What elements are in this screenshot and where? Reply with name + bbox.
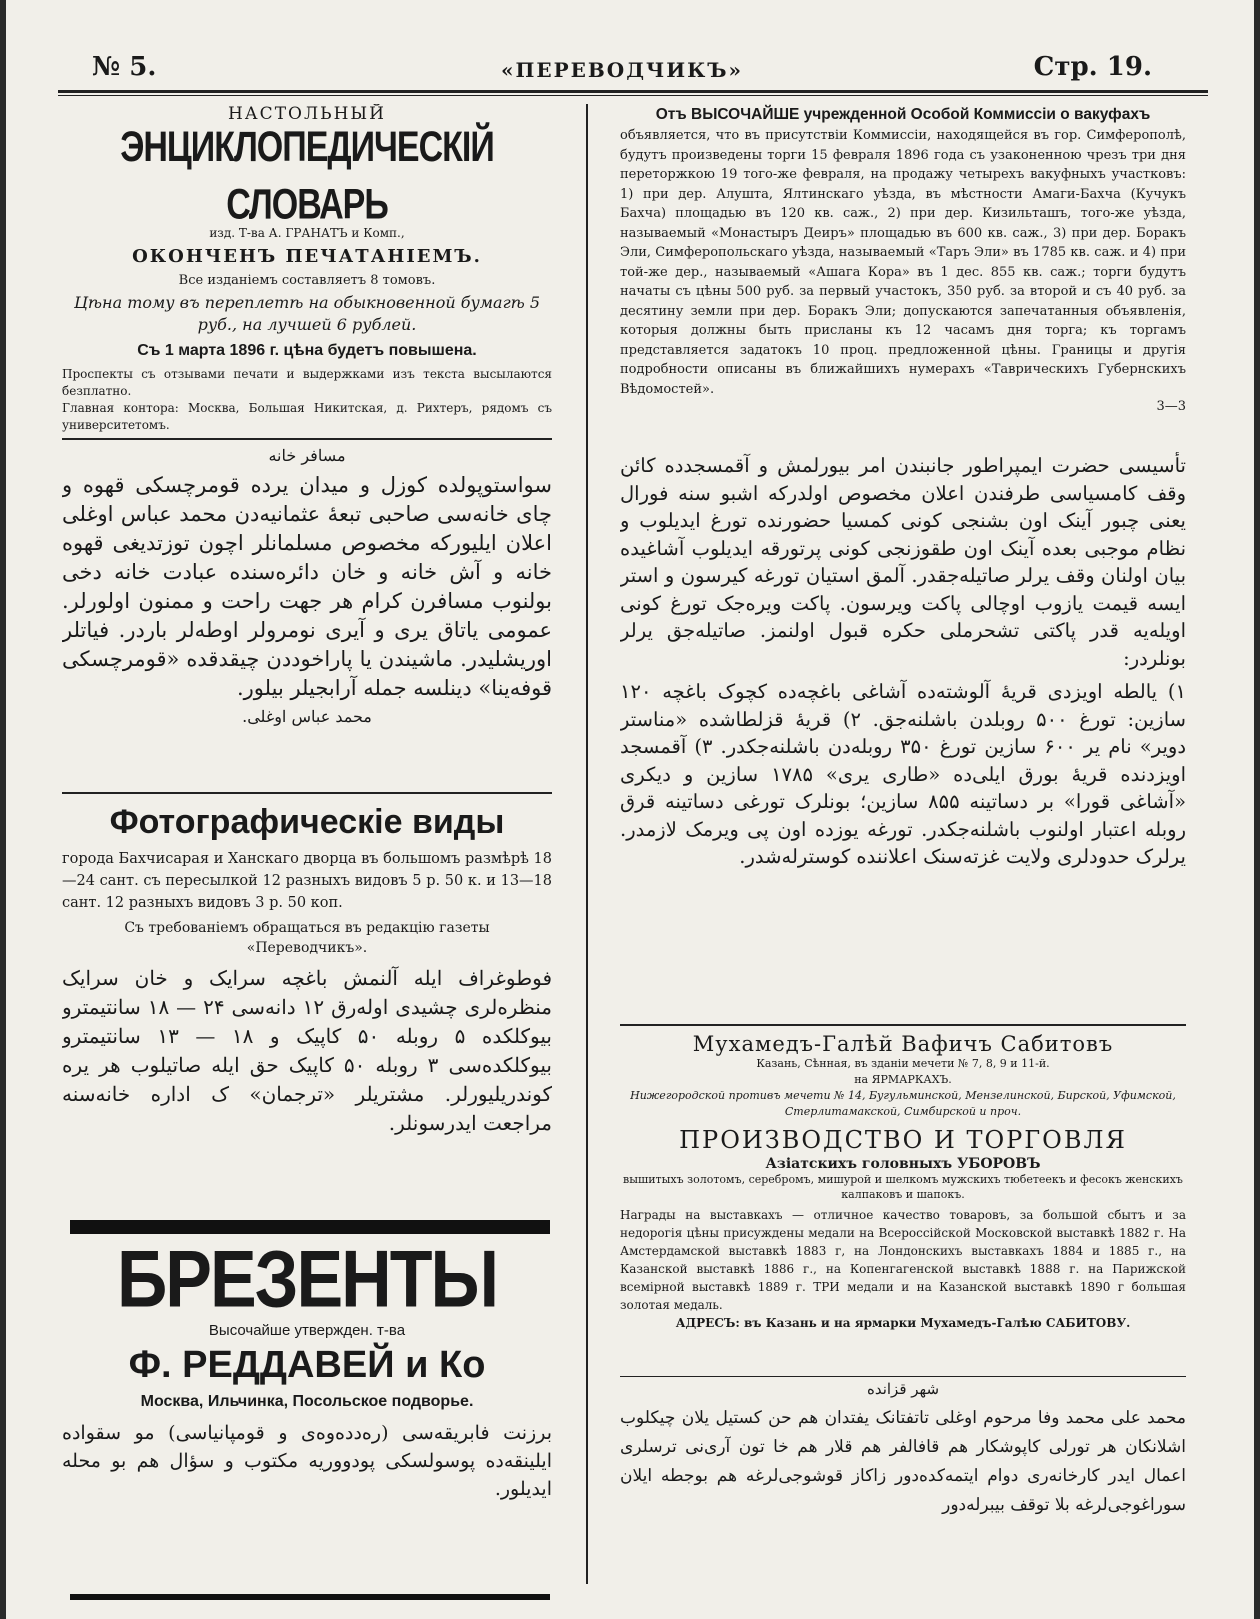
scan-edge-left xyxy=(0,0,6,1619)
sabitov-subtitle: Азіатскихъ головныхъ УБОРОВЪ xyxy=(765,1156,1041,1172)
photo-body: города Бахчисарая и Ханскаго дворца въ большомъ размѣрѣ 18—24 сант. съ пересылкой 12 разныхъ видовъ 5 р. 50 к. и 13—18 сант. 12 разныхъ видовъ 3 р. 50 коп. xyxy=(62,851,552,911)
tarpaulin-approved: Высочайше утвержден. т-ва xyxy=(208,1322,406,1339)
separator-2 xyxy=(62,792,552,794)
encyclopedia-office: Главная контора: Москва, Большая Никитская, д. Рихтеръ, рядомъ съ университетомъ. xyxy=(62,401,552,432)
tarpaulin-company: Ф. РЕДДАВЕЙ и Ко xyxy=(128,1344,486,1386)
issue-number: № 5. xyxy=(92,52,157,82)
scan-edge-right xyxy=(1254,0,1260,1619)
encyclopedia-volumes: Все изданіемъ составляетъ 8 томовъ. xyxy=(178,273,436,288)
column-divider xyxy=(586,104,588,1584)
header-rule-thin xyxy=(58,95,1208,96)
encyclopedia-status: ОКОНЧЕНЪ ПЕЧАТАНІЕМЪ. xyxy=(132,246,482,267)
vakuf-tatar-items: ۱) یالطه اویزدی قریهٔ آلوشته‌ده آشاغی باغچه‌ده کچوک باغچه ۱۲۰ سازین: تورغ ۵۰۰ روبلدن باشلنه‌جق. ۲) قریهٔ قزلطاشده «مناستر دویر» نام یر ۶۰۰ سازین تورغ ۳۵۰ روبله‌دن باشلنه‌جکدر. ۳) آقمسجد اویزدنده قریهٔ بورق ایلی‌ده «طاری یری» ۱۷۸۵ سازین و دیکری «آشاغی قورا» بر دساتینه ۸۵۵ سازین؛ بونلرک تورغی دساتینه قرق روبله اعتبار اولنوب باشلنه‌جکدر. تورغه یوزده اون پی ویرمک لازمدر. یرلرک حدودلری ولایت غزته‌سنک اعلاننده کوسترلەشدر. xyxy=(620,680,1186,868)
encyclopedia-ad xyxy=(62,104,552,434)
sabitov-goods: вышитыхъ золотомъ, серебромъ, мишурой и шелкомъ мужскихъ тюбетеекъ и фесокъ женскихъ калпаковъ и шапокъ. xyxy=(623,1173,1183,1201)
sabitov-tatar-body: محمد علی محمد وفا مرحوم اوغلی تاتفتانک یفتدان هم حن کستیل یلان چیکلوب اشلانکان هر تورلی کاپوشکار هم قافالفر هم قلار هم خا تون آری‌نی ترسلری اعمال ایدر کارخانه‌ری دوام ایتمه‌کده‌دور زاکاز قوشوجی‌لرغه هم بوجطه ایلان سوراغوجی‌لرغه بلا توقف بیبرله‌دور xyxy=(620,1408,1186,1515)
encyclopedia-kicker: НАСТОЛЬНЫЙ xyxy=(227,104,386,124)
encyclopedia-title: ЭНЦИКЛОПЕДИЧЕСКІЙ СЛОВАРЬ xyxy=(120,123,494,229)
vakuf-heading: Отъ ВЫСОЧАЙШЕ учрежденной Особой Коммиссіи о вакуфахъ xyxy=(655,106,1151,123)
sabitov-awards: Награды на выставкахъ — отличное качество товаровъ, за большой сбытъ и за недорогія цѣны присуждены медали на Всероссійской Московской выставкѣ 1882 г. На Амстердамской выставкѣ 1883 г, на Лондонскихъ выставкахъ 1884 и 1885 г., на Казанской выставкѣ 1886 г., на Копенгагенской выставкѣ 1888 г. на Парижской всемірной выставкѣ 1889 г. ТРИ медали и на Казанской выставкѣ 1890 г большая золотая медаль. xyxy=(620,1208,1186,1312)
vakuf-count: 3—3 xyxy=(1156,399,1186,414)
tarpaulin-title: БРЕЗЕНТЫ xyxy=(116,1238,498,1324)
tarpaulin-bottom-bar xyxy=(70,1594,550,1600)
photo-ad xyxy=(62,800,552,1210)
hotel-heading: مسافر خانه xyxy=(268,446,346,465)
sabitov-address-list: Нижегородской противъ мечети № 14, Бугульминской, Мензелинской, Бирской, Уфимской, Стерлитамакской, Симбирской и проч. xyxy=(630,1089,1176,1118)
sabitov-title: ПРОИЗВОДСТВО И ТОРГОВЛЯ xyxy=(679,1126,1127,1154)
sabitov-address-fairs: на ЯРМАРКАХЪ. xyxy=(854,1073,952,1086)
encyclopedia-prospectus: Проспекты съ отзывами печати и выдержками изъ текста высылаются безплатно. xyxy=(62,367,552,398)
page-header xyxy=(92,52,1152,88)
sabitov-tatar-heading: شهر قزانده xyxy=(866,1380,940,1398)
separator-right xyxy=(620,1024,1186,1026)
photo-title: Фотографическіе виды xyxy=(109,803,505,841)
tarpaulin-tatar: برزنت فابریقه‌سی (رەددەوەی و قومپانیاسی) مو سقواده ایلینقه‌ده پوسولسکی پودووریه مکتوب و سؤال هم بو محله ایدیلور. xyxy=(62,1422,552,1500)
hotel-body: سواستوپولده کوزل و میدان یرده قومرچسکی قهوه و چای خانه‌سی صاحبی تبعهٔ عثمانیه‌دن محمد عباس اوغلی اعلان ایلیورکه مخصوص مسلمانلر اچون توزتدیغی قهوه خانه و آش خانه و خان دائره‌سنده عبادت خانه دخی بولنوب مسافرن کرام هر جهت راحت و ممنون اولورلر. عمومی یاتاق یری و آیری نومرولر اوطه‌لر باردر. فیاتلر اوریشلیدر. ماشیندن یا پاراخوددن چیقدقده «قومرچسکی قوفه‌ینا» دینلسه جمله آرابجیلر بیلور. xyxy=(62,473,552,700)
newspaper-title: «ПЕРЕВОДЧИКЪ» xyxy=(500,58,743,82)
encyclopedia-price: Цѣна тому въ переплетѣ на обыкновенной бумагѣ 5 руб., на лучшей 6 рублей. xyxy=(73,293,541,334)
header-rule xyxy=(58,90,1208,93)
separator-1 xyxy=(62,438,552,440)
sabitov-name: Мухамедъ-Галѣй Вафичъ Сабитовъ xyxy=(692,1032,1114,1056)
sabitov-address-kazan: Казань, Сѣнная, въ зданіи мечети № 7, 8, 9 и 11-й. xyxy=(756,1057,1050,1070)
page-number: Стр. 19. xyxy=(1033,52,1152,82)
encyclopedia-publisher: изд. Т-ва А. ГРАНАТЪ и Комп., xyxy=(209,226,405,240)
tarpaulin-address: Москва, Ильчинка, Посольское подворье. xyxy=(140,1393,474,1410)
vakuf-tatar-notice xyxy=(620,452,1186,1012)
vakuf-body: объявляется, что въ присутствіи Коммиссіи, находящейся въ гор. Симферополѣ, будутъ произведены торги 15 февраля 1896 года съ узаконенною чрезъ три дня переторжкою 19 того-же февраля, на продажу четырехъ вакуфныхъ участковъ: 1) при дер. Алушта, Ялтинскаго уѣзда, въ мѣстности Амаги-Бахча (Кучукъ Бахча) площадью въ 120 кв. саж., 2) при дер. Кизильташъ, того-же уѣзда, называемый «Монастыръ Деиръ» площадью въ 600 кв. саж., 3) при дер. Боракъ Эли, Симферопольскаго уѣзда, называемый «Таръ Эли» въ 1785 кв. саж. и 4) при той-же дер., называемый «Ашага Кора» въ 1 дес. 855 кв. саж.; торги будутъ начаты съ цѣны 500 руб. за первый участокъ, 350 руб. за второй и съ 40 руб. за десятину земли при дер. Боракъ Эли; допускаются запечатанныя объявленія, которыя должны быть присланы къ 12 часамъ дня торга; къ торгамъ представляется задатокъ 10 проц. предложенной цѣны. Границы и другія подробности описаны въ ближайшихъ нумерахъ «Таврическихъ Губернскихъ Вѣдомостей». xyxy=(620,128,1186,397)
photo-order: Съ требованіемъ обращаться въ редакцію газеты «Переводчикъ». xyxy=(124,920,490,956)
sabitov-contact: АДРЕСЪ: въ Казань и на ярмарки Мухамедъ-Галѣю САБИТОВУ. xyxy=(675,1316,1131,1330)
separator-right-2 xyxy=(620,1376,1186,1377)
encyclopedia-price-increase: Съ 1 марта 1896 г. цѣна будетъ повышена. xyxy=(137,342,477,359)
photo-tatar: فوطوغراف ایله آلنمش باغچه سرایک و خان سرایک منظره‌لری چشیدی اوله‌رق ۱۲ دانه‌سی ۲۴ — ۱۸ سانتیمترو بیوکلکده ۵ روبله ۵۰ کاپیک و ۱۸ — ۱۳ سانتیمترو بیوکلکده‌سی ۳ روبله ۵۰ کاپیک حق ایله صاتیلوب هر یره کوندریلیورلر. مشتریلر «ترجمان» ک اداره خانه‌سنه مراجعت ایدرسونلر. xyxy=(62,966,552,1135)
tarpaulin-ad xyxy=(62,1238,552,1590)
vakuf-notice xyxy=(620,104,1186,444)
sabitov-ad xyxy=(620,1032,1186,1372)
vakuf-tatar-body: تأسیسی حضرت ایمپراطور جانبندن امر بیورلمش و آقمسجدده کائن وقف کامسیاسی طرفندن اعلان مخصوص اولدرکه اشبو سنه فورال یعنی چبور آینک اون بشنجی کونی کمسیا حضورنده تورغ ایدیلوب و نظام موجبی بعده آینک اون طقوزنجی کونی پرتورقه ایدیلوب آشاغیده بیان اولنان وقف یرلر صاتیله‌جقدر. آلمق استیان تورغه کیرسون و استر ایسه قیمت یازوب اوچالی پاکت ویرسون. پاکت ویره‌جک تورغ کونی اویله‌یه قدر پاکتی تشحرملی حکره قبول اولنمز. صاتیله‌جق یرلر بونلردر: xyxy=(620,454,1186,670)
hotel-ad xyxy=(62,446,552,786)
hotel-signature: محمد عباس اوغلی. xyxy=(242,707,372,726)
sabitov-tatar-ad xyxy=(620,1380,1186,1600)
tarpaulin-top-bar xyxy=(70,1220,550,1234)
